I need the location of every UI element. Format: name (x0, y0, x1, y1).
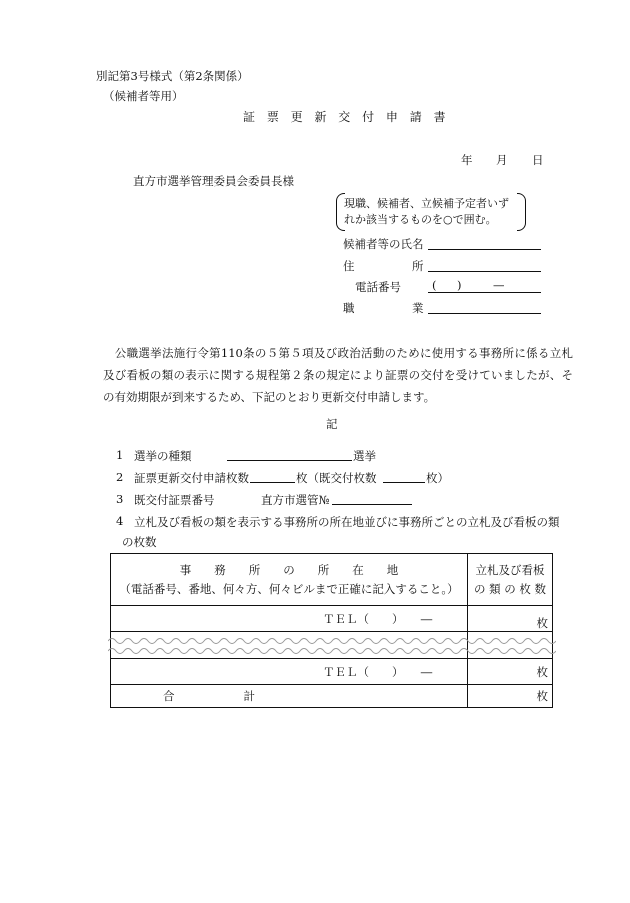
form-subtitle: （候補者等用） (103, 89, 184, 103)
address-label-1: 住 (343, 259, 355, 273)
date-day: 日 (532, 153, 544, 167)
break-line-lower (108, 646, 556, 656)
item-2-end: 枚） (426, 471, 449, 485)
phone-label: 電話番号 (355, 280, 401, 294)
item-3-label: 既交付証票番号 (134, 493, 215, 507)
count-cell-1[interactable] (468, 606, 553, 632)
date-month: 月 (496, 153, 508, 167)
unit-2: 枚 (536, 664, 548, 679)
header-location-note: （電話番号、番地、何々方、何々ビルまで正確に記入すること。） (119, 582, 459, 596)
location-cell-1[interactable] (111, 606, 468, 632)
phone-field[interactable] (428, 279, 541, 293)
office-table (110, 553, 553, 708)
table-row (111, 606, 553, 632)
item-1-suffix: 選挙 (353, 449, 376, 463)
header-location: 事 務 所 の 所 在 地 (179, 563, 399, 577)
form-number: 別記第3号様式（第2条関係） (96, 69, 249, 83)
header-count-cell (468, 554, 553, 606)
phone-paren-close: ) (457, 278, 462, 292)
address-label-2: 所 (412, 259, 424, 273)
item-4-label: 立札及び看板の類を表示する事務所の所在地並びに事務所ごとの立札及び看板の類 (134, 515, 560, 529)
count-cell-2[interactable] (468, 659, 553, 685)
name-field[interactable] (428, 236, 541, 250)
item-2-number: 2 (116, 470, 124, 484)
selection-note (336, 193, 526, 229)
phone-dash: — (493, 278, 505, 292)
occupation-label-2: 業 (412, 301, 424, 315)
unit-total: 枚 (536, 689, 548, 703)
name-label: 候補者等の氏名 (343, 237, 424, 251)
item-4-number: 4 (116, 514, 124, 528)
issued-count-field[interactable] (383, 469, 425, 483)
item-2-label: 証票更新交付申請枚数 (134, 471, 249, 485)
unit-1: 枚 (536, 616, 548, 630)
table-header-row (111, 554, 553, 606)
address-field[interactable] (428, 258, 541, 272)
ki-heading: 記 (326, 417, 338, 431)
date-year: 年 (461, 153, 473, 167)
total-label-cell (111, 685, 468, 708)
document-title: 証 票 更 新 交 付 申 請 書 (243, 110, 450, 124)
header-location-cell (111, 554, 468, 606)
body-paragraph: 公職選挙法施行令第110条の５第５項及び政治活動のために使用する事務所に係る立札及び看板の類の表示に関する規程第２条の規定により証票の交付を受けていましたが、その有効期限が到来するため、下記のとおり更新交付申請します。 (103, 346, 573, 404)
total-count-cell[interactable] (468, 685, 553, 708)
item-1-label: 選挙の種類 (134, 449, 192, 463)
note-line-1: 現職、候補者、立候補予定者いず (344, 197, 509, 210)
phone-paren-open: ( (432, 278, 437, 292)
occupation-field[interactable] (428, 300, 541, 314)
location-cell-2[interactable] (111, 659, 468, 685)
item-3-value: 直方市選管№ (261, 493, 330, 507)
item-2-unit: 枚（既交付枚数 (296, 471, 377, 485)
addressee: 直方市選挙管理委員会委員長様 (133, 174, 294, 188)
item-4-label-cont: の枚数 (122, 535, 157, 549)
item-3-number: 3 (116, 492, 124, 506)
header-count-1: 立札及び看板 (475, 563, 545, 577)
renewal-count-field[interactable] (250, 469, 295, 483)
table-total-row (111, 685, 553, 708)
total-label: 合 計 (163, 689, 255, 703)
certificate-number-field[interactable] (332, 491, 412, 505)
occupation-label-1: 職 (343, 301, 355, 315)
election-type-field[interactable] (227, 447, 352, 461)
header-count-2: の 類 の 枚 数 (473, 582, 547, 596)
table-row (111, 659, 553, 685)
item-1-number: 1 (116, 448, 124, 462)
tel-text-2: ＴＥＬ（ ） ― (323, 664, 433, 679)
note-line-2: れか該当するものを○で囲む。 (344, 213, 497, 226)
break-line-upper (108, 636, 556, 646)
tel-text-1: ＴＥＬ（ ） ― (323, 611, 433, 626)
right-bracket (517, 193, 526, 231)
